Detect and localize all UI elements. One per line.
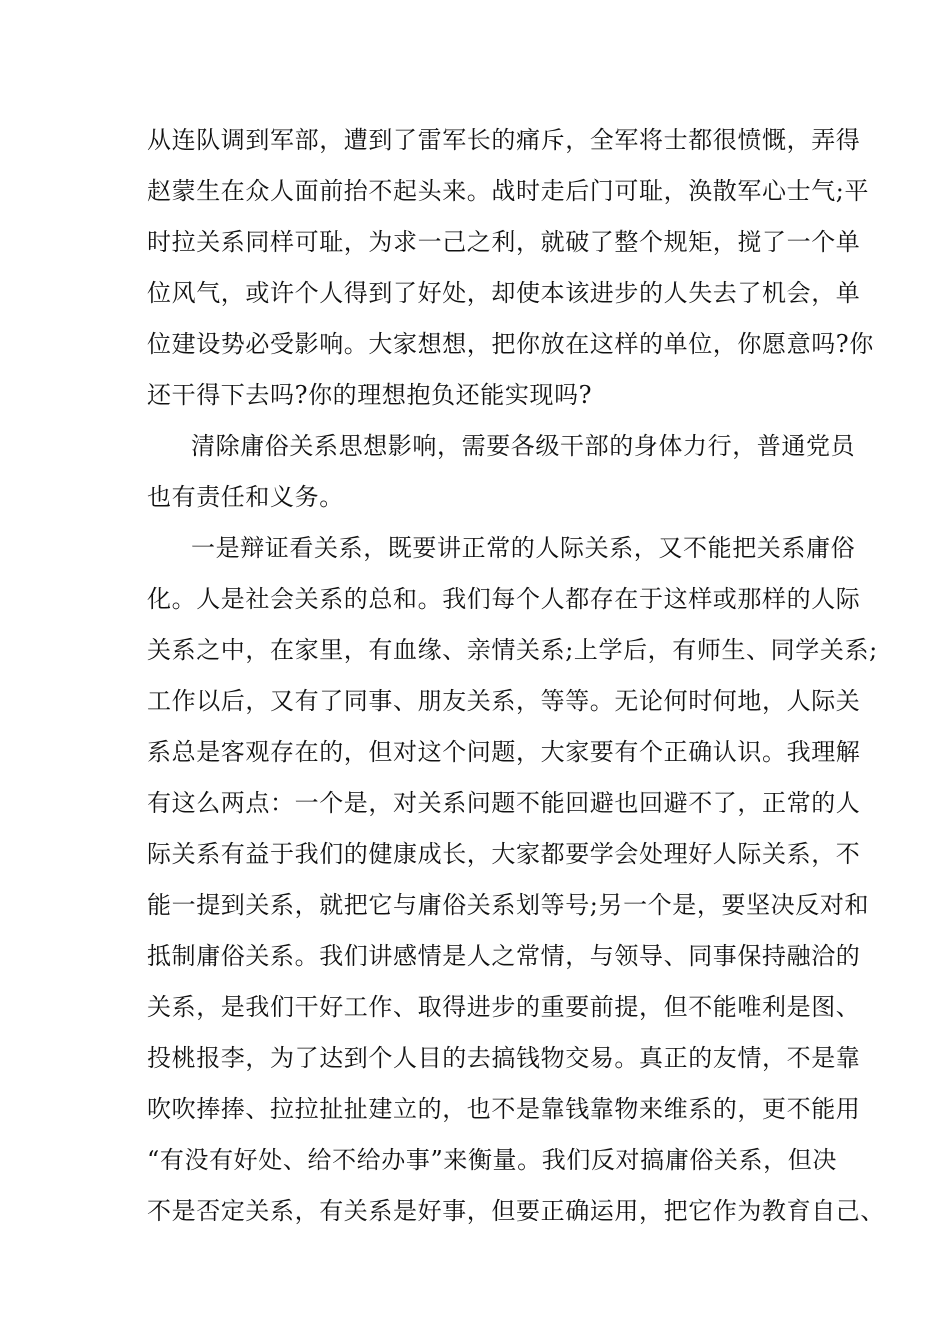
text-line: 抵制庸俗关系。我们讲感情是人之常情，与领导、同事保持融洽的: [147, 942, 861, 970]
text-line: 能一提到关系，就把它与庸俗关系划等号;另一个是，要坚决反对和: [147, 891, 870, 919]
text-line: 还干得下去吗?你的理想抱负还能实现吗?: [147, 381, 593, 409]
text-line: 位风气，或许个人得到了好处，却使本该进步的人失去了机会，单: [147, 279, 861, 307]
text-line: 工作以后，又有了同事、朋友关系，等等。无论何时何地，人际关: [147, 687, 861, 715]
text-line: 有这么两点：一个是，对关系问题不能回避也回避不了，正常的人: [147, 789, 861, 817]
text-line: 化。人是社会关系的总和。我们每个人都存在于这样或那样的人际: [147, 585, 861, 613]
text-line: 关系，是我们干好工作、取得进步的重要前提，但不能唯利是图、: [147, 993, 861, 1021]
text-line: 系总是客观存在的，但对这个问题，大家要有个正确认识。我理解: [147, 738, 861, 766]
text-line: “有没有好处、给不给办事”来衡量。我们反对搞庸俗关系，但决: [147, 1146, 837, 1174]
text-line: 时拉关系同样可耻，为求一己之利，就破了整个规矩，搅了一个单: [147, 228, 861, 256]
text-line: 从连队调到军部，遭到了雷军长的痛斥，全军将士都很愤慨，弄得: [147, 126, 861, 154]
text-line: 关系之中，在家里，有血缘、亲情关系;上学后，有师生、同学关系;: [147, 636, 878, 664]
text-line: 不是否定关系，有关系是好事，但要正确运用，把它作为教育自己、: [147, 1197, 885, 1225]
paragraph-first-line: 一是辩证看关系，既要讲正常的人际关系，又不能把关系庸俗: [191, 534, 856, 562]
text-line: 也有责任和义务。: [147, 483, 344, 511]
text-line: 吹吹捧捧、拉拉扯扯建立的，也不是靠钱靠物来维系的，更不能用: [147, 1095, 861, 1123]
text-line: 赵蒙生在众人面前抬不起头来。战时走后门可耻，涣散军心士气;平: [147, 177, 870, 205]
text-line: 际关系有益于我们的健康成长，大家都要学会处理好人际关系，不: [147, 840, 861, 868]
text-line: 投桃报李，为了达到个人目的去搞钱物交易。真正的友情，不是靠: [147, 1044, 861, 1072]
paragraph-first-line: 清除庸俗关系思想影响，需要各级干部的身体力行，普通党员: [191, 432, 856, 460]
text-line: 位建设势必受影响。大家想想，把你放在这样的单位，你愿意吗?你: [147, 330, 874, 358]
